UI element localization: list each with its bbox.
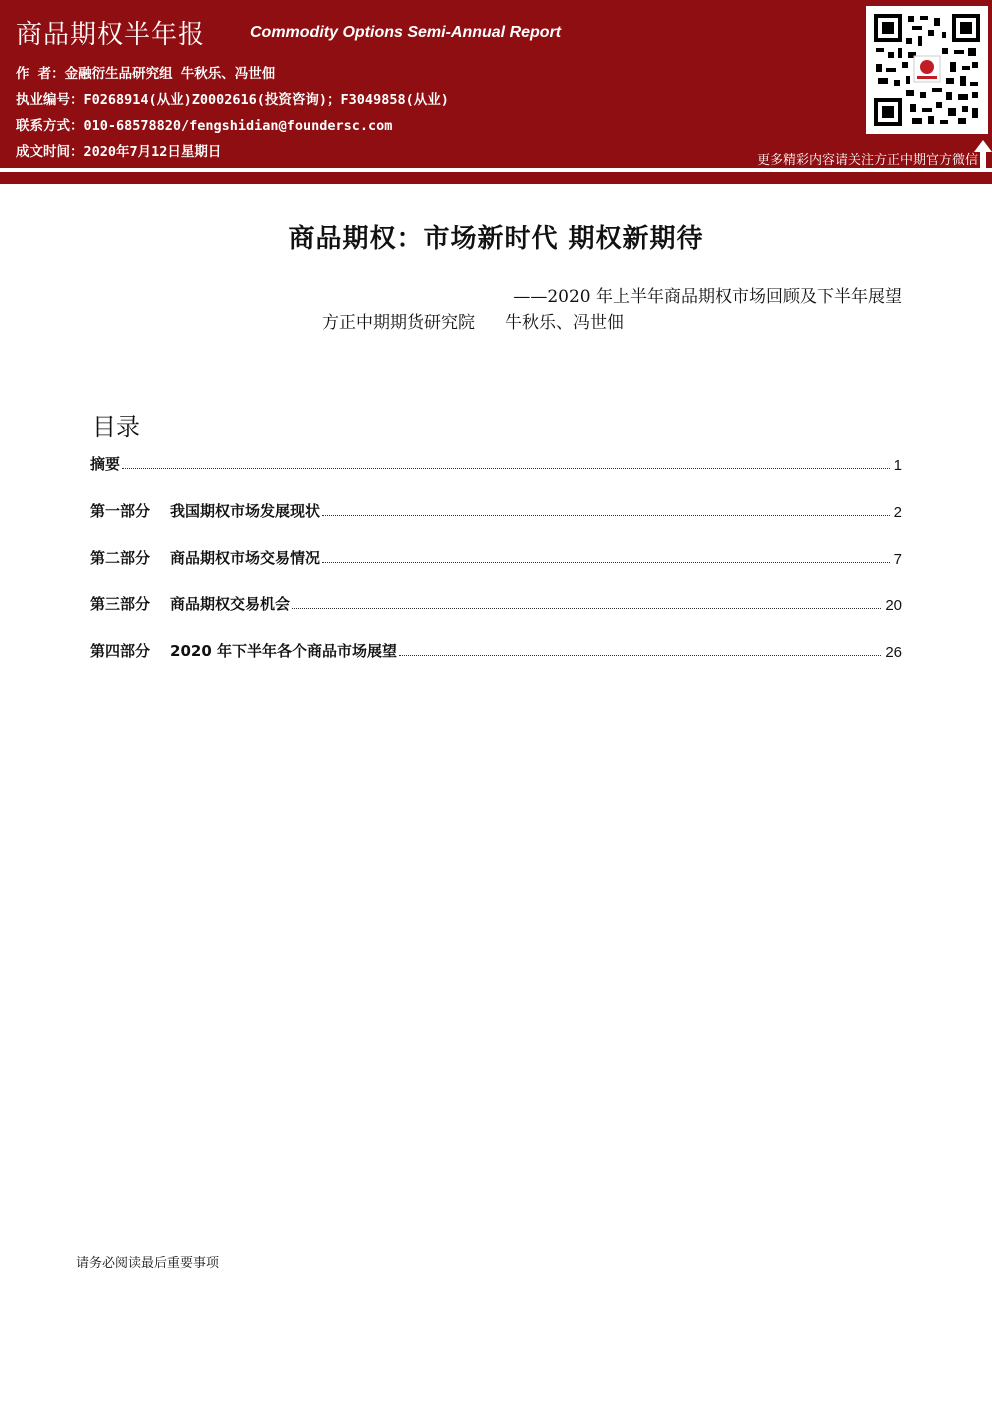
toc-item-title: 摘要 (90, 455, 121, 473)
wechat-qr-code[interactable] (866, 6, 988, 134)
footer-notice: 请务必阅读最后重要事项 (76, 1256, 220, 1271)
toc-item-part-3[interactable] (90, 592, 902, 614)
toc-item-part-4[interactable] (90, 639, 902, 661)
toc-item-page: 2 (893, 504, 902, 521)
document-org: 方正中期期货研究院 (322, 313, 475, 333)
qr-code-icon (872, 12, 982, 128)
author-line: 作 者：金融衍生品研究组 牛秋乐、冯世佃 (16, 66, 276, 82)
arrow-up-icon (974, 140, 992, 168)
toc-item-part: 第一部分 (90, 502, 151, 520)
toc-item-page: 1 (893, 457, 902, 474)
toc-leader (322, 561, 890, 563)
toc-item-part: 第三部分 (90, 595, 151, 613)
contact-line: 联系方式：010-68578820/fengshidian@foundersc.com (16, 118, 393, 134)
report-header (0, 0, 992, 168)
toc-item-summary[interactable] (90, 452, 902, 474)
toc-item-title: 商品期权市场交易情况 (170, 549, 321, 567)
date-line: 成文时间：2020年7月12日星期日 (16, 144, 222, 160)
toc-item-title: 2020 年下半年各个商品市场展望 (170, 642, 397, 660)
follow-wechat-text: 更多精彩内容请关注方正中期官方微信 (756, 153, 978, 168)
toc-item-part: 第四部分 (90, 642, 151, 660)
toc-item-page: 7 (893, 551, 902, 568)
toc-leader (122, 467, 890, 469)
report-type-subtitle: Commodity Options Semi-Annual Report (250, 24, 562, 41)
header-divider (0, 172, 992, 184)
toc-leader (292, 607, 881, 609)
document-authors: 牛秋乐、冯世佃 (505, 313, 624, 333)
license-line: 执业编号：F0268914(从业)Z0002616(投资咨询)；F3049858(从业) (16, 92, 449, 108)
toc-item-title: 我国期权市场发展现状 (170, 502, 321, 520)
toc-item-title: 商品期权交易机会 (170, 595, 291, 613)
toc-leader (322, 514, 890, 516)
report-type-title: 商品期权半年报 (16, 20, 206, 50)
document-subtitle: ——2020 年上半年商品期权市场回顾及下半年展望 (513, 287, 902, 307)
toc-item-part-2[interactable] (90, 546, 902, 568)
document-org-line (322, 308, 624, 333)
toc-leader (399, 654, 881, 656)
toc-item-page: 26 (885, 644, 902, 661)
toc-item-part-1[interactable] (90, 499, 902, 521)
toc-heading: 目录 (92, 413, 140, 441)
toc-item-page: 20 (885, 597, 902, 614)
toc-item-part: 第二部分 (90, 549, 151, 567)
document-title: 商品期权：市场新时代 期权新期待 (288, 224, 704, 254)
